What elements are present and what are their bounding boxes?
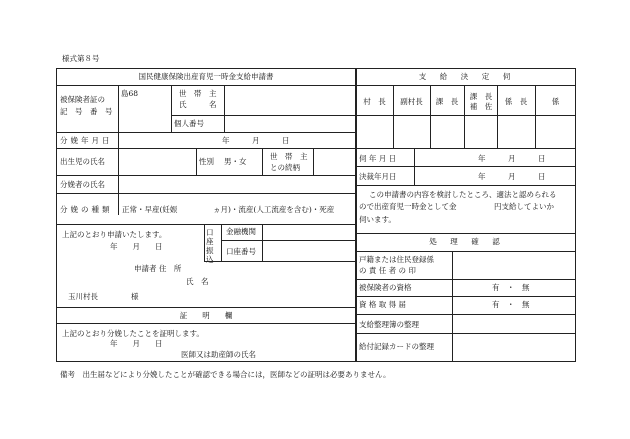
approver-deputy-chief: 課 長 補 佐 (469, 92, 493, 111)
personal-number-label: 個人番号 (174, 119, 204, 128)
addressee-suffix: 様 (131, 292, 139, 301)
form-title: 国民健康保険出産育児一時金支給申請書 (138, 72, 274, 81)
processing-header: 処 理 確 認 (429, 237, 503, 246)
relation-label-2: との続柄 (270, 163, 300, 172)
applicant-name-label: 氏 名 (186, 277, 209, 286)
relation-label-1: 世 帯 主 (270, 152, 308, 161)
insured-number-label-2: 記 号 番 号 (60, 107, 113, 116)
sex-label: 性別 (199, 157, 214, 166)
insured-number-label-1: 被保険者証の (60, 95, 105, 104)
approver-subsection-chief: 係 長 (504, 97, 528, 106)
application-statement: 上記のとおり申請いたします。 (62, 230, 167, 239)
application-date: 年 月 日 (110, 242, 163, 251)
decision-text-3: 伺います。 (359, 215, 396, 224)
account-number-label: 口座番号 (226, 247, 256, 256)
decision-date-label: 決裁年月日 (359, 172, 397, 181)
certification-statement: 上記のとおり分娩したことを証明します。 (62, 329, 204, 338)
sex-options: 男・女 (224, 157, 247, 166)
registry-label-1: 戸籍または住民登録係 (359, 255, 434, 264)
newborn-name-label: 出生児の氏名 (60, 157, 105, 166)
note: 備考 出生届などにより分娩したことが確認できる場合には，医師などの証明は必要ありません。 (60, 370, 391, 379)
certification-date: 年 月 日 (110, 339, 163, 348)
addressee: 玉川村長 (68, 292, 98, 301)
decision-date-value: 年 月 日 (478, 172, 546, 181)
inquiry-date-value: 年 月 日 (478, 154, 546, 163)
insured-number-value: 島68 (121, 89, 139, 98)
registry-label-2: の 責 任 者 の 印 (359, 266, 416, 275)
approver-village-head: 村 長 (363, 97, 386, 106)
householder-label-2: 氏 名 (179, 100, 217, 109)
ledger-label: 支給整理簿の整理 (359, 320, 419, 329)
applicant-address-label: 申請者 住 所 (134, 264, 182, 273)
record-card-label: 給付記録カードの整理 (359, 342, 434, 351)
bank-label: 金融機関 (226, 227, 256, 236)
acquisition-value: 有 ・ 無 (492, 300, 530, 309)
bank-transfer-label: 口座振込 (206, 228, 214, 264)
eligibility-label: 被保険者の資格 (359, 283, 412, 292)
approver-section-chief: 課 長 (435, 97, 459, 106)
householder-label-1: 世 帯 主 (179, 89, 217, 98)
certifier-name-label: 医師又は助産師の氏名 (181, 350, 256, 359)
inquiry-date-label: 伺 年 月 日 (359, 154, 397, 163)
delivery-date-label: 分娩年月日 (60, 136, 113, 145)
decision-text-1: この申請書の内容を検討したところ、適法と認められる (369, 190, 557, 199)
approver-deputy-head: 副村長 (400, 97, 423, 106)
eligibility-value: 有 ・ 無 (492, 283, 530, 292)
acquisition-label: 資 格 取 得 届 (359, 300, 407, 309)
form-number: 様式第８号 (62, 54, 100, 63)
mother-name-label: 分娩者の氏名 (60, 180, 105, 189)
delivery-date-value: 年 月 日 (222, 136, 290, 145)
decision-text-2: ので出産育児一時金として金 円支給してよいか (359, 202, 554, 211)
approver-staff: 係 (551, 97, 560, 106)
delivery-type-normal: 正常・早産(妊娠 (122, 205, 178, 214)
delivery-type-label: 分娩の種類 (60, 205, 113, 214)
certification-header: 証 明 欄 (179, 311, 233, 320)
delivery-type-others: ヵ月)・流産(人工流産を含む)・死産 (213, 205, 335, 214)
decision-header: 支 給 決 定 伺 (418, 72, 514, 81)
